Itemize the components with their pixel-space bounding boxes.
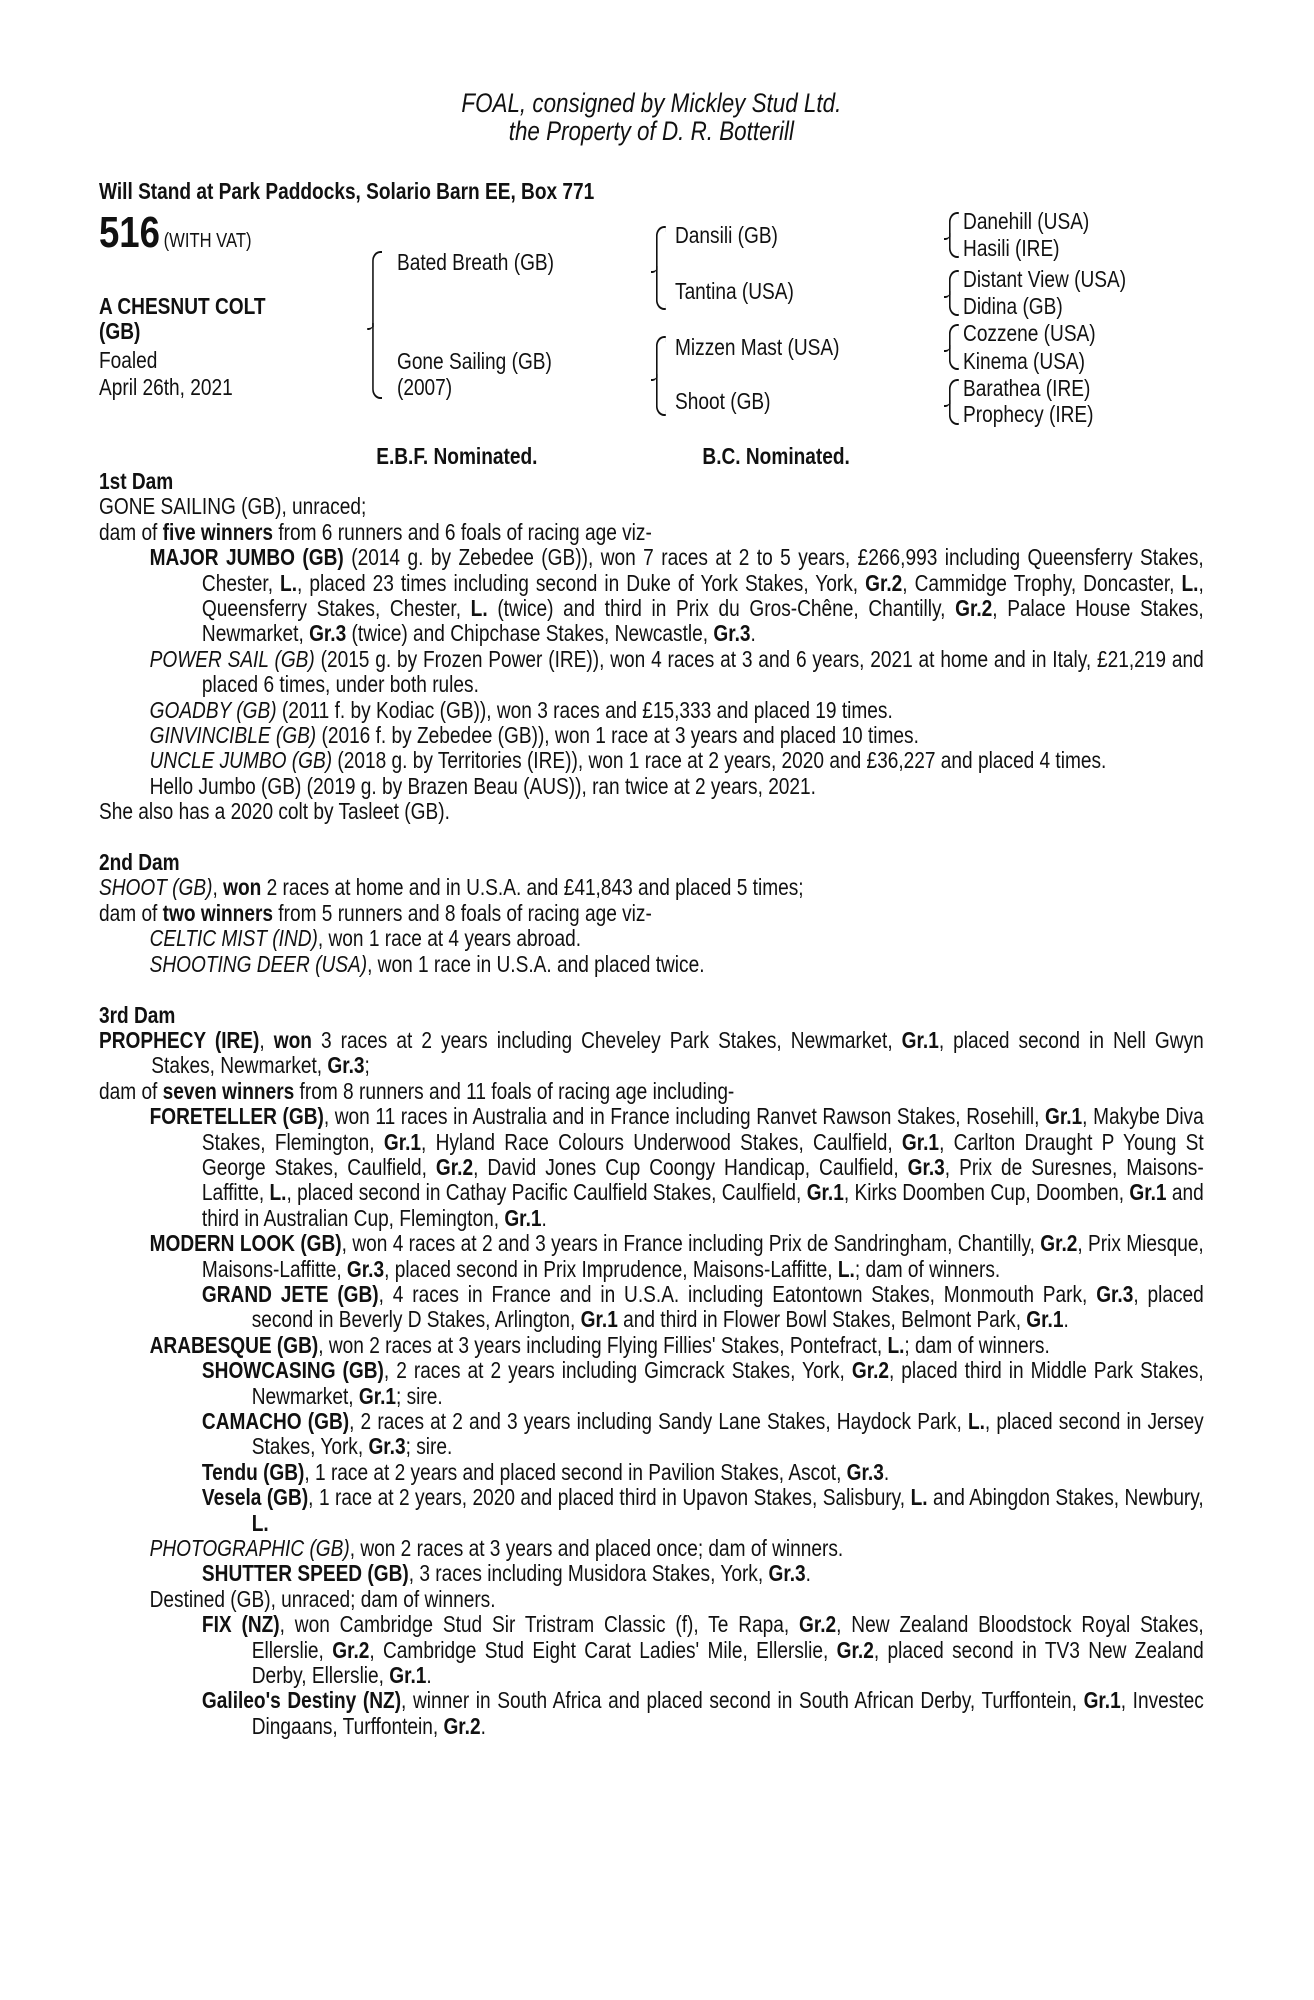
bold-text: Gr.1 xyxy=(901,1128,940,1155)
pedigree-gen3: Dansili (GB) xyxy=(675,222,778,248)
text: and third in Flower Bowl Stakes, Belmont Park, xyxy=(617,1306,1027,1333)
pedigree-gen4: Hasili (IRE) xyxy=(963,235,1060,261)
bold-text: Gr.2 xyxy=(798,1611,837,1638)
bold-text: FIX (NZ) xyxy=(201,1611,280,1638)
pedigree-brace xyxy=(654,226,662,310)
text: , Prix Miesque, Maisons-Laffitte, xyxy=(201,1230,1204,1282)
text: dam of xyxy=(99,518,163,545)
text: , Carlton Draught P Young St George Stakes, Caulfield, xyxy=(201,1128,1204,1180)
produce-record xyxy=(99,647,1204,698)
text: , Prix de Suresnes, Maisons-Laffitte, xyxy=(201,1153,1204,1206)
text: , Cambridge Stud Eight Carat Ladies' Mile, Ellerslie, xyxy=(369,1636,837,1663)
bold-text: Gr.2 xyxy=(1040,1230,1078,1257)
produce-record xyxy=(99,1333,1204,1358)
bold-text: Gr.1 xyxy=(1129,1179,1167,1206)
text: dam of xyxy=(99,899,163,926)
bold-text: won xyxy=(223,874,262,901)
text: and third in Australian Cup, Flemington, xyxy=(201,1179,1204,1231)
produce-record xyxy=(99,1612,1204,1688)
produce-record xyxy=(99,1358,1204,1409)
text: ; dam of winners. xyxy=(854,1255,1001,1282)
bold-text: Gr.1 xyxy=(358,1382,397,1409)
text: ; xyxy=(364,1052,370,1079)
text: , won 1 race in U.S.A. and placed twice. xyxy=(367,950,705,977)
pedigree-gen4: Barathea (IRE) xyxy=(963,375,1091,401)
bold-text: L. xyxy=(967,1408,985,1434)
text: , Cammidge Trophy, Doncaster, xyxy=(902,569,1182,596)
bold-text: Vesela (GB) xyxy=(201,1484,309,1511)
produce-record xyxy=(99,901,1204,926)
pedigree-brace xyxy=(947,324,955,370)
pedigree-brace xyxy=(370,251,378,399)
text: , Kirks Doomben Cup, Doomben, xyxy=(843,1179,1130,1206)
produce-record xyxy=(99,1460,1204,1485)
section-spacer xyxy=(99,825,1204,850)
text: , 4 races in France and in U.S.A. including Eatontown Stakes, Monmouth Park, xyxy=(378,1280,1097,1307)
text: 3 races at 2 years including Cheveley Park Stakes, Newmarket, xyxy=(311,1026,902,1053)
text: , won 2 races at 3 years and placed once; dam of winners. xyxy=(349,1535,844,1562)
text: She also has a 2020 colt by Tasleet (GB). xyxy=(99,798,450,825)
produce-record xyxy=(99,520,1204,545)
text: , Makybe Diva Stakes, Flemington, xyxy=(201,1103,1204,1155)
bold-text: Gr.3 xyxy=(346,1255,385,1282)
produce-record xyxy=(99,952,1204,977)
pedigree-brace xyxy=(947,212,955,258)
text: (twice) and Chipchase Stakes, Newcastle, xyxy=(346,620,714,647)
text: . xyxy=(541,1204,547,1231)
text: (2014 g. by Zebedee (GB)), won 7 races at 2 to 5 years, £266,993 including Queensferry Stakes, Chester, xyxy=(201,544,1204,596)
bold-text: Gr.2 xyxy=(443,1712,481,1739)
bold-text: Gr.1 xyxy=(383,1128,422,1155)
text: , Queensferry Stakes, Chester, xyxy=(201,569,1204,622)
bold-text: Gr.2 xyxy=(332,1636,370,1663)
produce-record xyxy=(99,698,1204,723)
pedigree-gen3: Tantina (USA) xyxy=(675,278,794,304)
pedigree-gen4: Kinema (USA) xyxy=(963,348,1086,374)
bold-text: Gr.1 xyxy=(389,1662,427,1689)
ebf-nomination: E.B.F. Nominated. xyxy=(376,443,538,469)
bold-text: Gr.3 xyxy=(327,1052,365,1079)
bold-text: Gr.1 xyxy=(1045,1103,1083,1130)
text: , 1 race at 2 years, 2020 and placed third in Upavon Stakes, Salisbury, xyxy=(308,1484,911,1511)
produce-record xyxy=(99,1485,1204,1536)
text: , won 11 races in Australia and in France including Ranvet Rawson Stakes, Rosehill, xyxy=(323,1103,1046,1130)
produce-record xyxy=(99,1028,1204,1079)
italic-text: SHOOTING DEER (USA) xyxy=(149,950,368,977)
produce-record xyxy=(99,1079,1204,1104)
text: from 8 runners and 11 foals of racing age including- xyxy=(294,1077,735,1104)
pedigree-gen4: Distant View (USA) xyxy=(963,266,1127,292)
text: , placed 23 times including second in Duke of York Stakes, York, xyxy=(297,569,866,596)
consignor-line: FOAL, consigned by Mickley Stud Ltd. xyxy=(461,88,842,118)
bold-text: L. xyxy=(1181,569,1199,596)
text: (2018 g. by Territories (IRE)), won 1 race at 2 years, 2020 and £36,227 and placed 4 times. xyxy=(332,747,1107,774)
bold-text: Gr.3 xyxy=(768,1560,806,1587)
italic-text: GINVINCIBLE (GB) xyxy=(149,722,317,749)
bold-text: Gr.3 xyxy=(309,620,347,647)
text: , Hyland Race Colours Underwood Stakes, Caulfield, xyxy=(421,1128,902,1155)
italic-text: UNCLE JUMBO (GB) xyxy=(149,747,333,774)
pedigree-gen4: Prophecy (IRE) xyxy=(963,401,1094,427)
pedigree-dam-year: (2007) xyxy=(396,374,453,400)
text: ; dam of winners. xyxy=(904,1331,1050,1358)
text: , winner in South Africa and placed second in South African Derby, Turffontein, xyxy=(401,1687,1084,1714)
bold-text: Gr.2 xyxy=(955,595,993,622)
text: , xyxy=(259,1026,274,1053)
pedigree-gen4: Cozzene (USA) xyxy=(963,320,1096,346)
dam-sections xyxy=(99,469,1204,1739)
pedigree-dam: Gone Sailing (GB) xyxy=(396,348,552,374)
text: . xyxy=(883,1458,890,1485)
lot-number: 516 xyxy=(99,208,160,257)
pedigree-gen4: Didina (GB) xyxy=(963,293,1063,319)
section-heading: 1st Dam xyxy=(99,468,174,494)
lot-header xyxy=(99,208,252,258)
bold-text: CAMACHO (GB) xyxy=(201,1408,350,1434)
text: from 6 runners and 6 foals of racing age viz- xyxy=(273,518,652,545)
text: 2 races at home and in U.S.A. and £41,843 and placed 5 times; xyxy=(261,874,804,901)
pedigree-gen3: Mizzen Mast (USA) xyxy=(675,334,840,360)
text: . xyxy=(1063,1306,1069,1333)
bold-text: Gr.3 xyxy=(907,1153,945,1180)
bold-text: Gr.1 xyxy=(901,1026,939,1053)
bold-text: Gr.1 xyxy=(806,1179,844,1206)
catalogue-page xyxy=(99,0,1204,2000)
text: , David Jones Cup Coongy Handicap, Caulfield, xyxy=(473,1153,908,1180)
bold-text: Gr.2 xyxy=(435,1153,474,1180)
bold-text: Gr.3 xyxy=(713,620,751,647)
text: Hello Jumbo (GB) (2019 g. by Brazen Beau (AUS)), ran twice at 2 years, 2021. xyxy=(149,772,816,799)
bold-text: MODERN LOOK (GB) xyxy=(149,1230,342,1257)
bold-text: Gr.1 xyxy=(504,1204,542,1231)
bold-text: Gr.3 xyxy=(1096,1280,1134,1307)
text: , placed second in Prix Imprudence, Maisons-Laffitte, xyxy=(384,1255,838,1282)
text: . xyxy=(750,620,756,647)
produce-record xyxy=(99,1587,1204,1612)
bold-text: two winners xyxy=(162,899,273,926)
text: (twice) and third in Prix du Gros-Chêne, Chantilly, xyxy=(487,595,956,622)
produce-record xyxy=(99,494,1204,519)
text: , placed second in TV3 New Zealand Derby, Ellerslie, xyxy=(251,1636,1204,1689)
bold-text: Gr.1 xyxy=(1026,1306,1064,1333)
text: , 2 races at 2 years including Gimcrack Stakes, York, xyxy=(383,1357,852,1384)
produce-record xyxy=(99,799,1204,824)
text: , Palace House Stakes, Newmarket, xyxy=(201,595,1204,647)
produce-record xyxy=(99,723,1204,748)
foaled-date: April 26th, 2021 xyxy=(99,374,233,400)
italic-text: SHOOT (GB) xyxy=(99,874,213,901)
section-spacer xyxy=(99,977,1204,1002)
bold-text: Galileo's Destiny (NZ) xyxy=(201,1687,402,1714)
section-heading: 2nd Dam xyxy=(99,849,180,876)
pedigree-gen3: Shoot (GB) xyxy=(675,388,771,414)
text: , placed second in Beverly D Stakes, Arlington, xyxy=(251,1280,1204,1333)
text: , 1 race at 2 years and placed second in Pavilion Stakes, Ascot, xyxy=(304,1458,847,1485)
bold-text: GRAND JETE (GB) xyxy=(201,1280,379,1307)
text: Destined (GB), unraced; dam of winners. xyxy=(149,1585,496,1612)
bold-text: Tendu (GB) xyxy=(201,1458,305,1485)
text: , xyxy=(212,874,224,901)
text: ; sire. xyxy=(405,1433,453,1460)
text: , won 2 races at 3 years including Flying Fillies' Stakes, Pontefract, xyxy=(318,1331,888,1358)
pedigree-brace xyxy=(947,270,955,316)
text: , New Zealand Bloodstock Royal Stakes, Ellerslie, xyxy=(251,1611,1204,1663)
text: dam of xyxy=(99,1077,163,1104)
lot-country: (GB) xyxy=(99,318,141,344)
italic-text: CELTIC MIST (IND) xyxy=(149,925,318,952)
bold-text: PROPHECY (IRE) xyxy=(99,1026,260,1053)
bold-text: Gr.3 xyxy=(846,1458,884,1485)
text: , placed second in Jersey Stakes, York, xyxy=(251,1408,1204,1460)
text: , 3 races including Musidora Stakes, York, xyxy=(408,1560,769,1587)
produce-record xyxy=(99,545,1204,647)
text: GONE SAILING (GB), unraced; xyxy=(99,493,367,520)
vat-note: (WITH VAT) xyxy=(163,230,252,252)
lot-description: A CHESNUT COLT xyxy=(99,293,266,319)
bold-text: five winners xyxy=(162,518,274,545)
text: , won 4 races at 2 and 3 years in France including Prix de Sandringham, Chantilly, xyxy=(341,1230,1041,1257)
text: , Investec Dingaans, Turffontein, xyxy=(251,1687,1204,1739)
text: , placed second in Cathay Pacific Caulfield Stakes, Caulfield, xyxy=(286,1179,807,1206)
bold-text: Gr.2 xyxy=(836,1636,874,1663)
text: . xyxy=(480,1712,486,1739)
bold-text: L. xyxy=(887,1331,905,1358)
bold-text: won xyxy=(273,1026,312,1053)
text: (2015 g. by Frozen Power (IRE)), won 4 races at 3 and 6 years, 2021 at home and in Italy, £21,219 and placed 6 times, under both rules. xyxy=(201,645,1204,698)
bold-text: SHUTTER SPEED (GB) xyxy=(201,1560,409,1587)
bold-text: seven winners xyxy=(162,1077,295,1104)
text: , won Cambridge Stud Sir Tristram Classic (f), Te Rapa, xyxy=(279,1611,799,1638)
pedigree-sire: Bated Breath (GB) xyxy=(396,249,555,275)
text: , placed third in Middle Park Stakes, Newmarket, xyxy=(251,1357,1204,1409)
italic-text: PHOTOGRAPHIC (GB) xyxy=(149,1535,350,1562)
pedigree-gen4: Danehill (USA) xyxy=(963,208,1090,234)
bc-nomination: B.C. Nominated. xyxy=(702,443,850,469)
produce-record xyxy=(99,1561,1204,1586)
produce-record xyxy=(99,1536,1204,1561)
text: , 2 races at 2 and 3 years including Sandy Lane Stakes, Haydock Park, xyxy=(349,1408,968,1434)
produce-record xyxy=(99,1104,1204,1231)
bold-text: L. xyxy=(910,1484,928,1511)
bold-text: MAJOR JUMBO (GB) xyxy=(149,544,344,571)
text: from 5 runners and 8 foals of racing age viz- xyxy=(272,899,652,926)
bold-text: Gr.1 xyxy=(1083,1687,1121,1714)
produce-record xyxy=(99,875,1204,900)
bold-text: L. xyxy=(837,1255,855,1282)
produce-record xyxy=(99,1231,1204,1282)
text: (2016 f. by Zebedee (GB)), won 1 race at 3 years and placed 10 times. xyxy=(316,722,919,749)
bold-text: Gr.1 xyxy=(580,1306,618,1333)
text: . xyxy=(426,1662,432,1689)
text: (2011 f. by Kodiac (GB)), won 3 races and £15,333 and placed 19 times. xyxy=(276,696,893,723)
produce-record xyxy=(99,1282,1204,1333)
bold-text: SHOWCASING (GB) xyxy=(201,1357,384,1384)
bold-text: L. xyxy=(251,1509,269,1536)
property-line: the Property of D. R. Botterill xyxy=(508,116,794,146)
produce-record xyxy=(99,748,1204,773)
produce-record xyxy=(99,1409,1204,1460)
text: . xyxy=(805,1560,811,1587)
bold-text: Gr.3 xyxy=(368,1433,406,1460)
text: ; sire. xyxy=(396,1382,443,1409)
bold-text: L. xyxy=(280,569,298,596)
pedigree-brace xyxy=(947,379,955,425)
italic-text: GOADBY (GB) xyxy=(149,696,277,723)
bold-text: FORETELLER (GB) xyxy=(149,1103,324,1130)
pedigree-brace xyxy=(654,336,662,416)
bold-text: Gr.2 xyxy=(865,569,903,596)
section-heading: 3rd Dam xyxy=(99,1001,176,1028)
italic-text: POWER SAIL (GB) xyxy=(149,645,315,672)
produce-record xyxy=(99,926,1204,951)
text: , won 1 race at 4 years abroad. xyxy=(317,925,582,952)
produce-record xyxy=(99,1688,1204,1739)
produce-record xyxy=(99,774,1204,799)
text: and Abingdon Stakes, Newbury, xyxy=(927,1484,1204,1511)
bold-text: L. xyxy=(269,1179,287,1206)
text: , placed second in Nell Gwyn Stakes, Newmarket, xyxy=(151,1026,1204,1079)
bold-text: Gr.2 xyxy=(851,1357,890,1384)
stabling-location: Will Stand at Park Paddocks, Solario Barn EE, Box 771 xyxy=(99,178,595,204)
bold-text: L. xyxy=(470,595,488,622)
bold-text: ARABESQUE (GB) xyxy=(149,1331,319,1358)
foaled-label: Foaled xyxy=(99,347,158,373)
